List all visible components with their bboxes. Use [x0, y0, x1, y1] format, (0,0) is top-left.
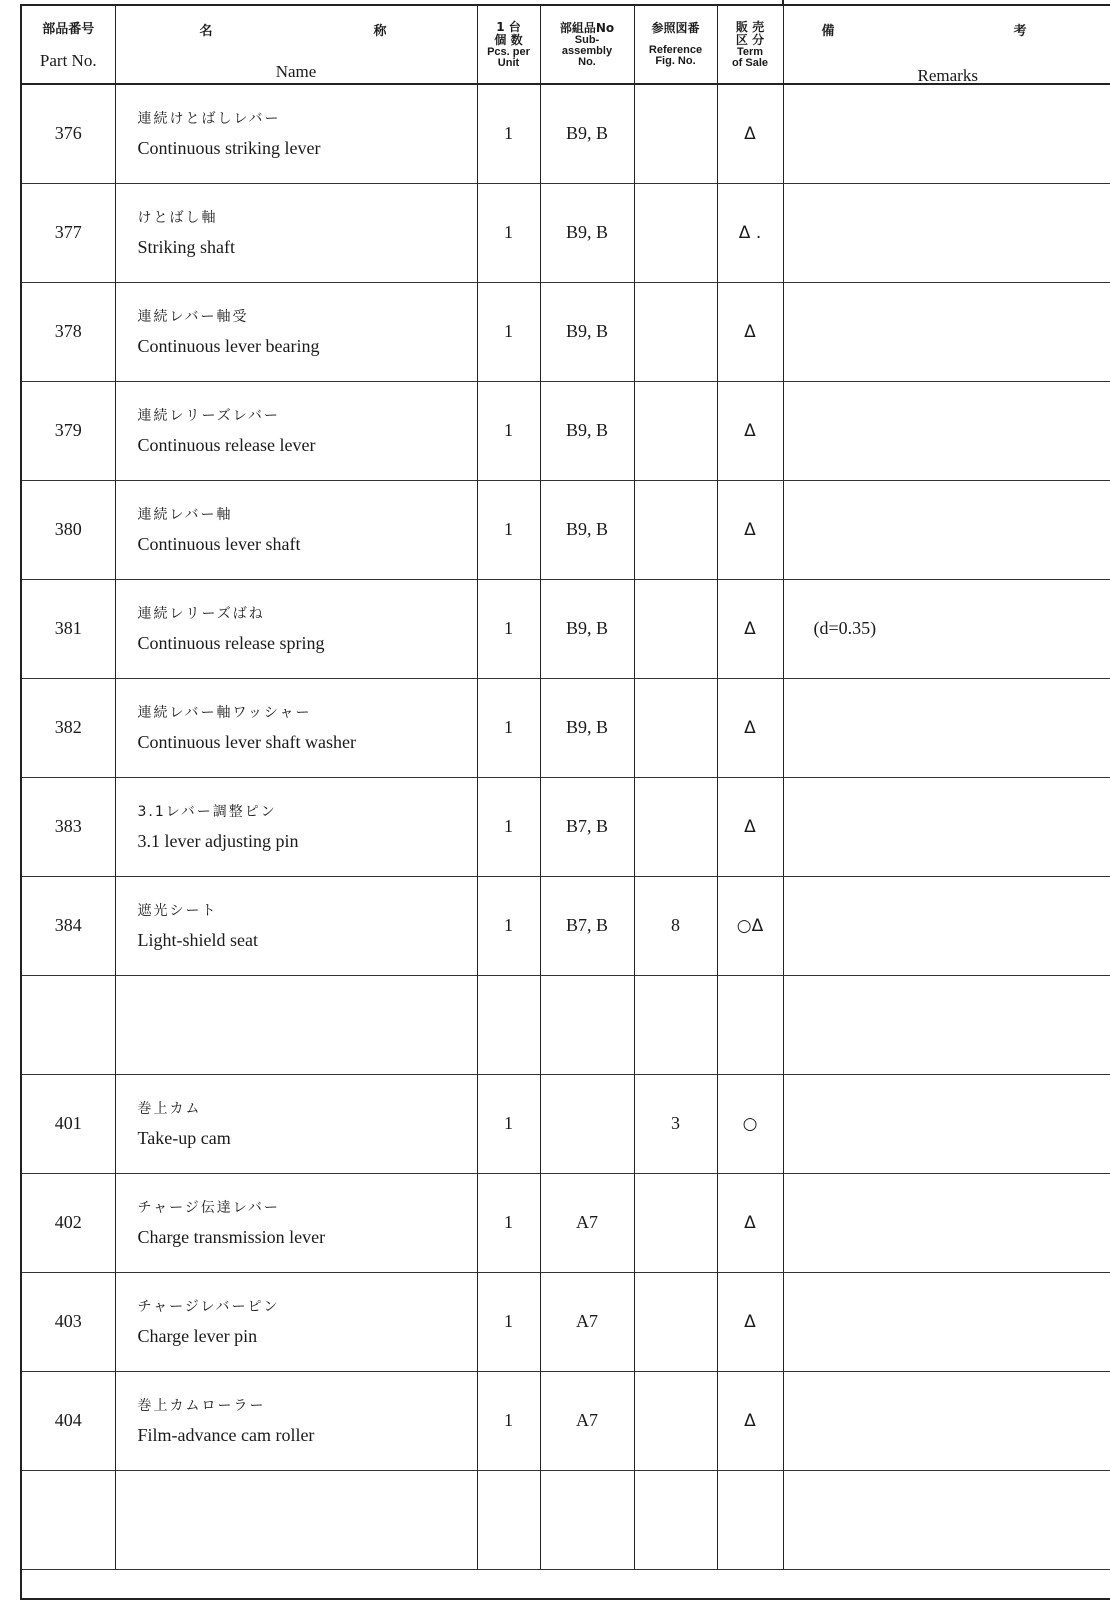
term-of-sale: Δ	[717, 282, 783, 381]
part-number: 383	[22, 777, 115, 876]
term-of-sale: Δ	[717, 381, 783, 480]
table-row	[22, 579, 1110, 678]
term-of-sale: Δ	[717, 678, 783, 777]
part-name-jp: チャージレバーピン	[137, 1299, 280, 1315]
part-name-en: Continuous lever shaft washer	[137, 732, 356, 752]
pcs-per-unit: 1	[477, 84, 540, 183]
reference-fig-no	[634, 480, 717, 579]
term-of-sale: Δ	[717, 579, 783, 678]
reference-fig-no	[634, 84, 717, 183]
part-name-cell	[115, 1074, 477, 1173]
part-name-en: Light-shield seat	[137, 930, 258, 950]
parts-list-sheet	[20, 4, 1110, 1600]
table-row	[22, 282, 1110, 381]
part-name-en: Continuous release lever	[137, 435, 316, 455]
term-of-sale: Δ	[717, 1173, 783, 1272]
sub-assembly-no: B9, B	[540, 282, 634, 381]
reference-fig-no	[634, 183, 717, 282]
table-row	[22, 1470, 1110, 1569]
reference-fig-no	[634, 975, 717, 1074]
part-number: 378	[22, 282, 115, 381]
pcs-per-unit	[477, 1470, 540, 1569]
reference-fig-no	[634, 381, 717, 480]
header-part-no-jp: 部品番号	[42, 22, 95, 37]
header-part-no-en: Part No.	[39, 51, 97, 70]
table-body	[22, 84, 1110, 1569]
part-name-jp: 巻上カム	[137, 1101, 202, 1117]
header-name-en: Name	[275, 62, 317, 81]
sub-assembly-no: A7	[540, 1272, 634, 1371]
header-pcs-en-1: Pcs. per	[487, 45, 530, 58]
table-row	[22, 183, 1110, 282]
header-sub-en-2: assembly	[561, 44, 613, 57]
remarks	[783, 381, 1110, 480]
sub-assembly-no: B9, B	[540, 579, 634, 678]
part-name-cell	[115, 1470, 477, 1569]
header-remarks-en: Remarks	[917, 66, 978, 84]
header-ref-jp: 参照図番	[651, 21, 700, 35]
term-of-sale: Δ	[717, 480, 783, 579]
part-name-en: Continuous release spring	[137, 633, 325, 653]
header-reference-fig	[634, 6, 717, 84]
part-name-en: Continuous lever bearing	[137, 336, 320, 356]
part-number: 377	[22, 183, 115, 282]
part-name-cell	[115, 183, 477, 282]
part-number: 401	[22, 1074, 115, 1173]
term-of-sale: Δ .	[717, 183, 783, 282]
table-row	[22, 1173, 1110, 1272]
part-name-jp: 連続レバー軸	[137, 507, 233, 523]
remarks	[783, 678, 1110, 777]
part-name-jp: チャージ伝達レバー	[137, 1200, 280, 1216]
table-row	[22, 1371, 1110, 1470]
part-name-en: Continuous striking lever	[137, 138, 321, 159]
term-of-sale: Δ	[717, 84, 783, 183]
header-name-jp-2: 称	[373, 24, 387, 39]
reference-fig-no: 8	[634, 876, 717, 975]
header-sub-jp: 部組品No	[559, 20, 615, 35]
part-number: 403	[22, 1272, 115, 1371]
header-sub-assembly	[540, 6, 634, 84]
part-name-cell	[115, 876, 477, 975]
pcs-per-unit: 1	[477, 777, 540, 876]
sub-assembly-no: B7, B	[540, 777, 634, 876]
reference-fig-no	[634, 777, 717, 876]
pcs-per-unit: 1	[477, 876, 540, 975]
header-term-of-sale	[717, 6, 783, 84]
sub-assembly-no: A7	[540, 1173, 634, 1272]
reference-fig-no	[634, 282, 717, 381]
header-pcs-per-unit	[477, 6, 540, 84]
sub-assembly-no	[540, 1074, 634, 1173]
remarks	[783, 876, 1110, 975]
header-remarks-jp-1: 備	[821, 24, 835, 39]
term-of-sale: Δ	[717, 1272, 783, 1371]
sub-assembly-no: B9, B	[540, 183, 634, 282]
remarks	[783, 975, 1110, 1074]
part-name-cell	[115, 480, 477, 579]
pcs-per-unit: 1	[477, 1371, 540, 1470]
sub-assembly-no: A7	[540, 1371, 634, 1470]
part-number: 380	[22, 480, 115, 579]
part-number: 379	[22, 381, 115, 480]
header-pcs-jp-2: 個 数	[494, 32, 523, 47]
reference-fig-no	[634, 1173, 717, 1272]
pcs-per-unit: 1	[477, 1074, 540, 1173]
part-number: 402	[22, 1173, 115, 1272]
part-name-jp: 連続けとばしレバー	[137, 111, 281, 128]
header-remarks	[783, 6, 1110, 84]
part-name-cell	[115, 282, 477, 381]
table-row	[22, 84, 1110, 183]
part-number: 404	[22, 1371, 115, 1470]
remarks	[783, 84, 1110, 183]
sub-assembly-no: B9, B	[540, 381, 634, 480]
table-row	[22, 1272, 1110, 1371]
header-ref-en-1: Reference	[648, 44, 703, 56]
table-header-row	[22, 6, 1110, 84]
remarks	[783, 1173, 1110, 1272]
remarks	[783, 1074, 1110, 1173]
header-name	[115, 6, 477, 84]
term-of-sale: Δ	[717, 1371, 783, 1470]
part-name-cell	[115, 1173, 477, 1272]
header-sale-en-1: Term	[736, 45, 764, 58]
part-name-en: Continuous lever shaft	[137, 534, 301, 554]
pcs-per-unit	[477, 975, 540, 1074]
part-number: 382	[22, 678, 115, 777]
part-name-cell	[115, 1371, 477, 1470]
header-sale-en-2: of Sale	[731, 56, 769, 69]
header-pcs-jp-1: 1 台	[496, 19, 521, 34]
part-name-jp: 連続レバー軸ワッシャー	[137, 705, 312, 721]
table-row	[22, 678, 1110, 777]
pcs-per-unit: 1	[477, 1173, 540, 1272]
sub-assembly-no: B9, B	[540, 84, 634, 183]
header-sub-en-1: Sub-	[574, 33, 600, 46]
pcs-per-unit: 1	[477, 678, 540, 777]
header-sale-jp-1: 販 売	[735, 19, 765, 34]
reference-fig-no	[634, 1470, 717, 1569]
remarks	[783, 480, 1110, 579]
header-part-no	[22, 6, 115, 84]
part-name-jp: 遮光シート	[137, 903, 218, 919]
part-name-jp: 連続レリーズばね	[137, 606, 265, 622]
part-name-cell	[115, 1272, 477, 1371]
table-row	[22, 777, 1110, 876]
table-row	[22, 975, 1110, 1074]
part-name-jp: けとばし軸	[137, 210, 218, 226]
term-of-sale	[717, 975, 783, 1074]
reference-fig-no	[634, 1371, 717, 1470]
remarks	[783, 282, 1110, 381]
part-name-jp: 連続レバー軸受	[137, 309, 249, 325]
part-name-cell	[115, 579, 477, 678]
part-name-jp: 巻上カムローラー	[137, 1398, 266, 1414]
reference-fig-no	[634, 678, 717, 777]
part-name-cell	[115, 381, 477, 480]
sub-assembly-no: B7, B	[540, 876, 634, 975]
sub-assembly-no: B9, B	[540, 678, 634, 777]
part-number: 376	[22, 84, 115, 183]
pcs-per-unit: 1	[477, 579, 540, 678]
remarks	[783, 1371, 1110, 1470]
part-name-cell	[115, 84, 477, 183]
pcs-per-unit: 1	[477, 183, 540, 282]
header-remarks-jp-2: 考	[1013, 24, 1027, 39]
part-name-en: Film-advance cam roller	[137, 1425, 315, 1445]
part-name-en: 3.1 lever adjusting pin	[137, 831, 299, 851]
reference-fig-no: 3	[634, 1074, 717, 1173]
term-of-sale	[717, 1470, 783, 1569]
header-ref-en-2: Fig. No.	[655, 55, 696, 67]
remarks	[783, 777, 1110, 876]
reference-fig-no	[634, 579, 717, 678]
part-name-cell	[115, 975, 477, 1074]
part-number	[22, 975, 115, 1074]
remarks: (d=0.35)	[783, 579, 1110, 678]
part-name-en: Striking shaft	[137, 237, 235, 257]
remarks	[783, 183, 1110, 282]
header-sale-jp-2: 区 分	[735, 32, 765, 47]
table-row	[22, 876, 1110, 975]
header-sub-en-3: No.	[578, 55, 596, 68]
part-number: 384	[22, 876, 115, 975]
part-name-en: Charge transmission lever	[137, 1227, 326, 1247]
parts-table	[22, 6, 1110, 1570]
part-name-jp: 連続レリーズレバー	[137, 408, 280, 424]
header-name-jp-1: 名	[199, 24, 213, 39]
part-name-cell	[115, 678, 477, 777]
part-name-en: Take-up cam	[137, 1128, 231, 1148]
term-of-sale: Δ	[717, 777, 783, 876]
reference-fig-no	[634, 1272, 717, 1371]
part-number	[22, 1470, 115, 1569]
part-name-en: Charge lever pin	[137, 1326, 258, 1346]
remarks	[783, 1272, 1110, 1371]
header-pcs-en-2: Unit	[497, 56, 520, 69]
remarks	[783, 1470, 1110, 1569]
part-name-jp: 3.1レバー調整ピン	[137, 804, 277, 820]
pcs-per-unit: 1	[477, 282, 540, 381]
table-row	[22, 480, 1110, 579]
sub-assembly-no	[540, 1470, 634, 1569]
part-name-cell	[115, 777, 477, 876]
sub-assembly-no	[540, 975, 634, 1074]
term-of-sale: ○Δ	[717, 876, 783, 975]
pcs-per-unit: 1	[477, 480, 540, 579]
table-row	[22, 1074, 1110, 1173]
pcs-per-unit: 1	[477, 1272, 540, 1371]
part-number: 381	[22, 579, 115, 678]
sub-assembly-no: B9, B	[540, 480, 634, 579]
table-row	[22, 381, 1110, 480]
term-of-sale: ○	[717, 1074, 783, 1173]
pcs-per-unit: 1	[477, 381, 540, 480]
